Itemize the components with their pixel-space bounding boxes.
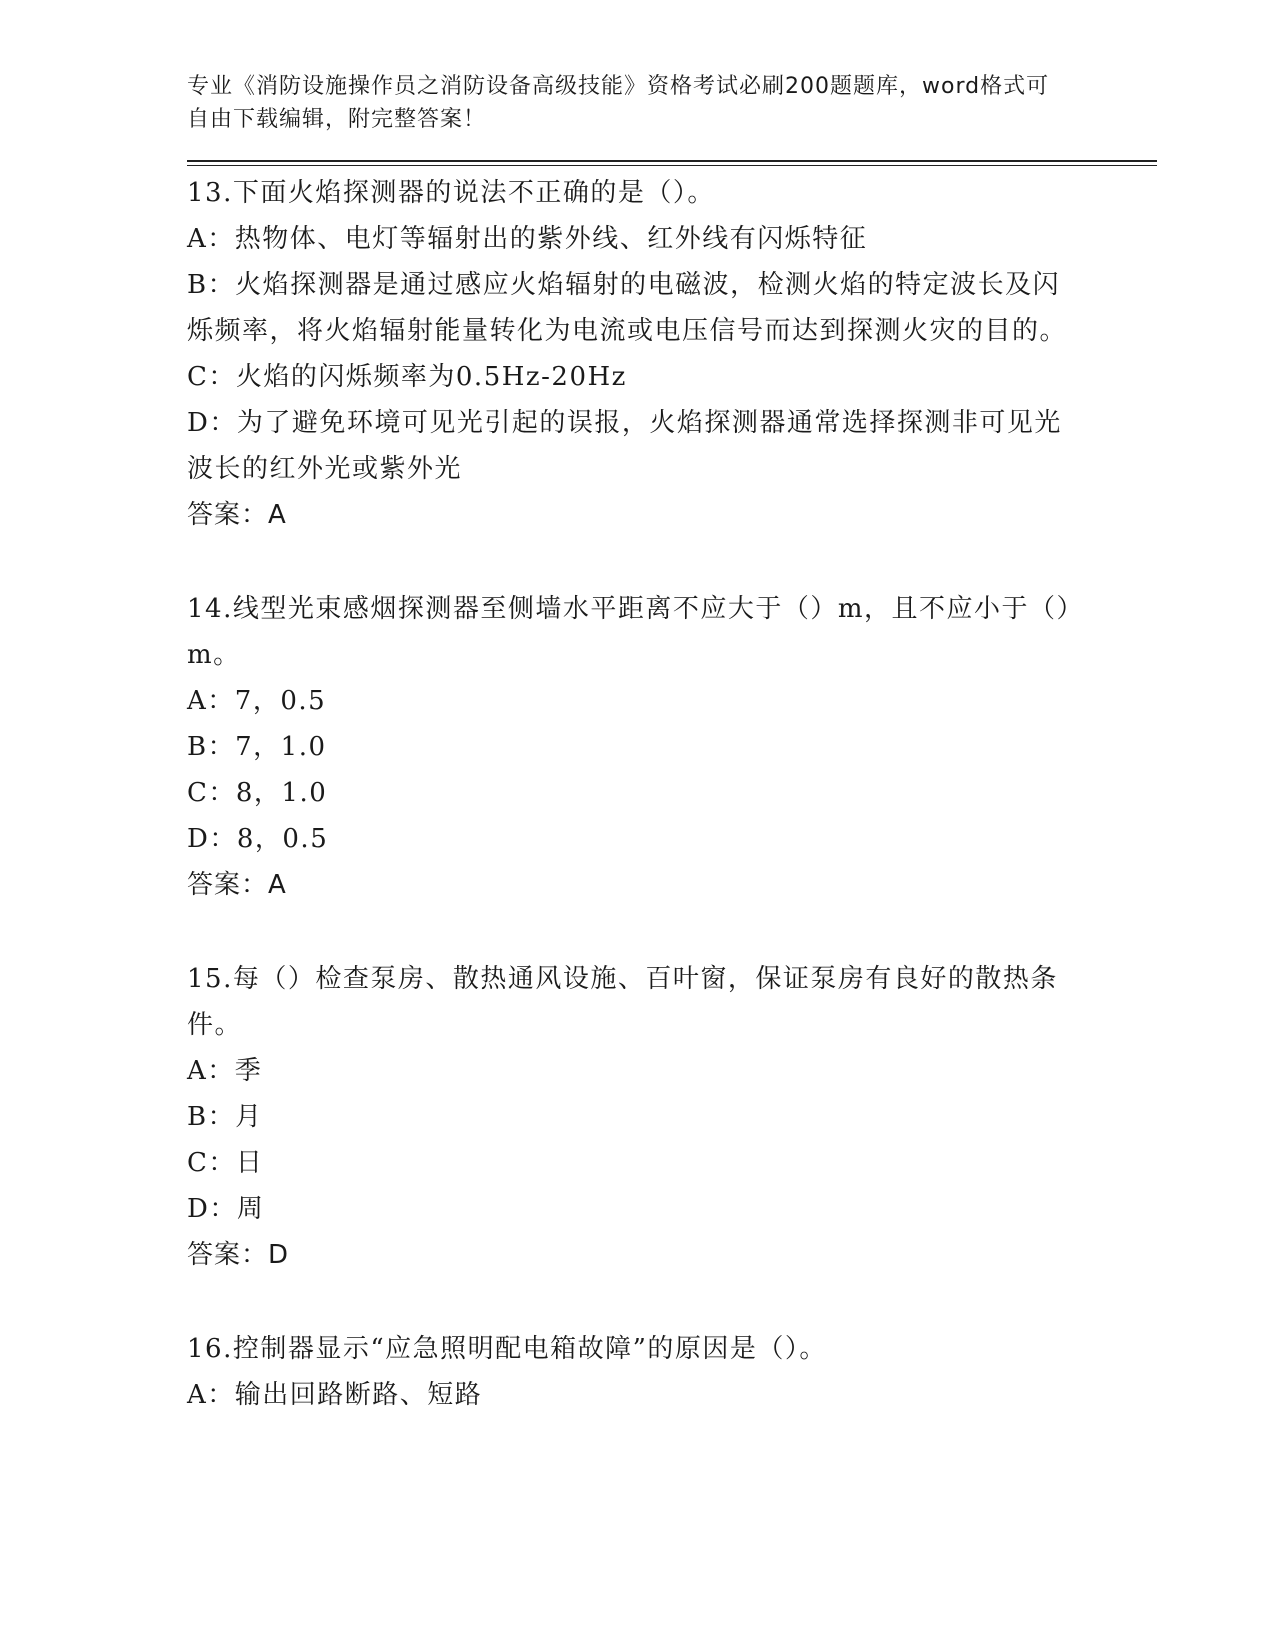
question-stem: 16.控制器显示“应急照明配电箱故障”的原因是（）。: [187, 1334, 827, 1364]
answer-text: 答案：A: [187, 500, 287, 530]
question-stem: 15.每（）检查泵房、散热通风设施、百叶窗，保证泵房有良好的散热条件。: [187, 964, 1058, 1040]
option-d: D：周: [187, 1194, 265, 1224]
question-14: [187, 586, 1087, 908]
question-16: [187, 1326, 1087, 1418]
question-stem: 14.线型光束感烟探测器至侧墙水平距离不应大于（）m，且不应小于（）m。: [187, 594, 1085, 670]
option-c: C：日: [187, 1148, 264, 1178]
question-spacer: [187, 908, 1157, 952]
document-header: 专业《消防设施操作员之消防设备高级技能》资格考试必刷200题题库，word格式可自由下载编辑，附完整答案！: [187, 74, 1050, 132]
option-b: B：火焰探测器是通过感应火焰辐射的电磁波，检测火焰的特定波长及闪烁频率，将火焰辐射能量转化为电流或电压信号而达到探测火灾的目的。: [187, 270, 1068, 346]
option-c: C：火焰的闪烁频率为0.5Hz-20Hz: [187, 362, 627, 392]
option-a: A：季: [187, 1056, 263, 1086]
question-13: [187, 170, 1087, 538]
header-divider: [187, 160, 1157, 166]
question-spacer: [187, 538, 1157, 582]
answer-text: 答案：A: [187, 870, 287, 900]
option-a: A：输出回路断路、短路: [187, 1380, 483, 1410]
question-stem: 13.下面火焰探测器的说法不正确的是（）。: [187, 178, 715, 208]
document-page: [187, 70, 1157, 1418]
option-a: A：7，0.5: [187, 686, 327, 716]
option-b: B：7，1.0: [187, 732, 327, 762]
option-d: D：为了避免环境可见光引起的误报，火焰探测器通常选择探测非可见光波长的红外光或紫外光: [187, 408, 1062, 484]
answer-text: 答案：D: [187, 1240, 290, 1270]
question-spacer: [187, 1278, 1157, 1322]
option-b: B：月: [187, 1102, 263, 1132]
option-a: A：热物体、电灯等辐射出的紫外线、红外线有闪烁特征: [187, 224, 868, 254]
option-d: D：8，0.5: [187, 824, 329, 854]
option-c: C：8，1.0: [187, 778, 328, 808]
question-15: [187, 956, 1087, 1278]
